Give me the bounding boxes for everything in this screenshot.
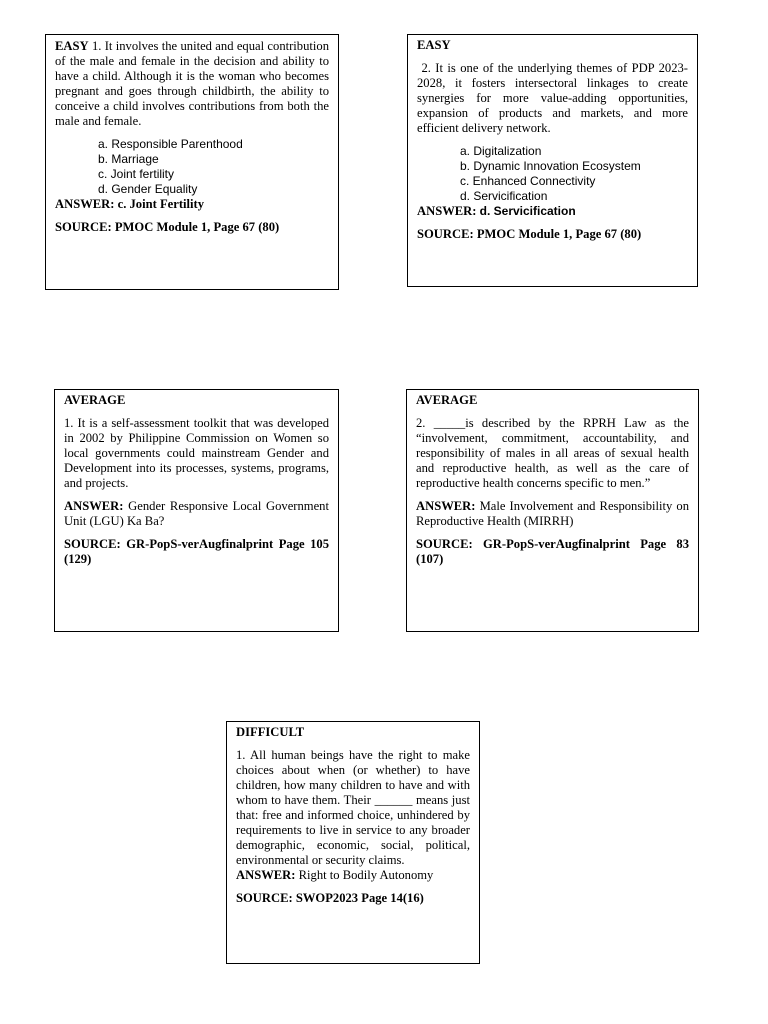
answer-label: ANSWER:: [236, 868, 296, 882]
source-line: [416, 537, 689, 567]
difficulty-label: AVERAGE: [64, 393, 126, 407]
source-line: SOURCE: SWOP2023 Page 14(16): [236, 891, 424, 905]
question-card-easy-1: [45, 34, 339, 290]
difficulty-label: EASY: [417, 38, 451, 52]
option-d: d. Servicification: [460, 189, 548, 203]
question-card-average-1: [54, 389, 339, 632]
option-b: b. Dynamic Innovation Ecosystem: [460, 159, 641, 173]
options-list: [55, 137, 329, 197]
option-a: a. Digitalization: [460, 144, 542, 158]
source-value: GR-PopS-verAugfinalprint Page 83 (107): [416, 537, 690, 566]
option-b: b. Marriage: [98, 152, 159, 166]
question-card-difficult-1: [226, 721, 480, 964]
answer-label: ANSWER:: [64, 499, 124, 513]
question-card-easy-2: [407, 34, 698, 287]
difficulty-label: DIFFICULT: [236, 725, 305, 739]
question-body: 1. All human beings have the right to make choices about when (or whether) to have children, how many children to have and with whom to have them. Their ______ means just that: free and informed choice, unhindered by requirements to live in service to any broader demographic, economic, social, political, environmental or security claims.: [236, 748, 470, 867]
answer-line: [64, 499, 329, 529]
source-value: GR-PopS-verAugfinalprint Page 105 (129): [64, 537, 330, 566]
option-c: c. Joint fertility: [98, 167, 175, 181]
option-a: a. Responsible Parenthood: [98, 137, 243, 151]
source-label: SOURCE:: [416, 537, 473, 551]
answer-label: ANSWER:: [416, 499, 476, 513]
question-body: [417, 61, 688, 136]
answer-value: d. Servicification: [479, 204, 576, 218]
answer-label: ANSWER:: [417, 204, 477, 218]
option-d: d. Gender Equality: [98, 182, 198, 196]
answer-value: Right to Bodily Autonomy: [298, 868, 434, 882]
answer-value: Male Involvement and Responsibility on Reproductive Health (MIRRH): [416, 499, 689, 528]
question-card-average-2: [406, 389, 699, 632]
answer-line: [236, 868, 470, 883]
answer-value: Gender Responsive Local Government Unit (LGU) Ka Ba?: [64, 499, 329, 528]
source-line: SOURCE: PMOC Module 1, Page 67 (80): [417, 227, 642, 241]
source-line: SOURCE: PMOC Module 1, Page 67 (80): [55, 220, 280, 234]
answer-line: [416, 499, 689, 529]
source-label: SOURCE:: [64, 537, 121, 551]
question-text: 2. It is one of the underlying themes of PDP 2023-2028, it fosters intersectoral linkages to create synergies for more value-adding opportunities, expansion of products and markets, and more efficient delivery network.: [417, 61, 689, 135]
options-list: [417, 144, 688, 204]
source-line: [64, 537, 329, 567]
question-body: 2. _____is described by the RPRH Law as the “involvement, commitment, accountability, and responsibility of males in all areas of sexual health and reproductive health, as well as the care of reproductive health concerns specific to men.”: [416, 416, 689, 490]
question-body: 1. It is a self-assessment toolkit that was developed in 2002 by Philippine Commission on Women so local governments could mainstream Gender and Development into its processes, systems, programs, and projects.: [64, 416, 329, 490]
option-c: c. Enhanced Connectivity: [460, 174, 596, 188]
difficulty-label: AVERAGE: [416, 393, 478, 407]
difficulty-label: EASY: [55, 39, 89, 53]
question-body: 1. It involves the united and equal contribution of the male and female in the decision and ability to have a child. Although it is the woman who becomes pregnant and goes through childbirth, the ability to conceive a child involves contributions from both the male and female.: [55, 39, 329, 128]
answer-line: ANSWER: c. Joint Fertility: [55, 197, 205, 211]
question-text: [55, 39, 329, 129]
answer-line: [417, 204, 688, 219]
